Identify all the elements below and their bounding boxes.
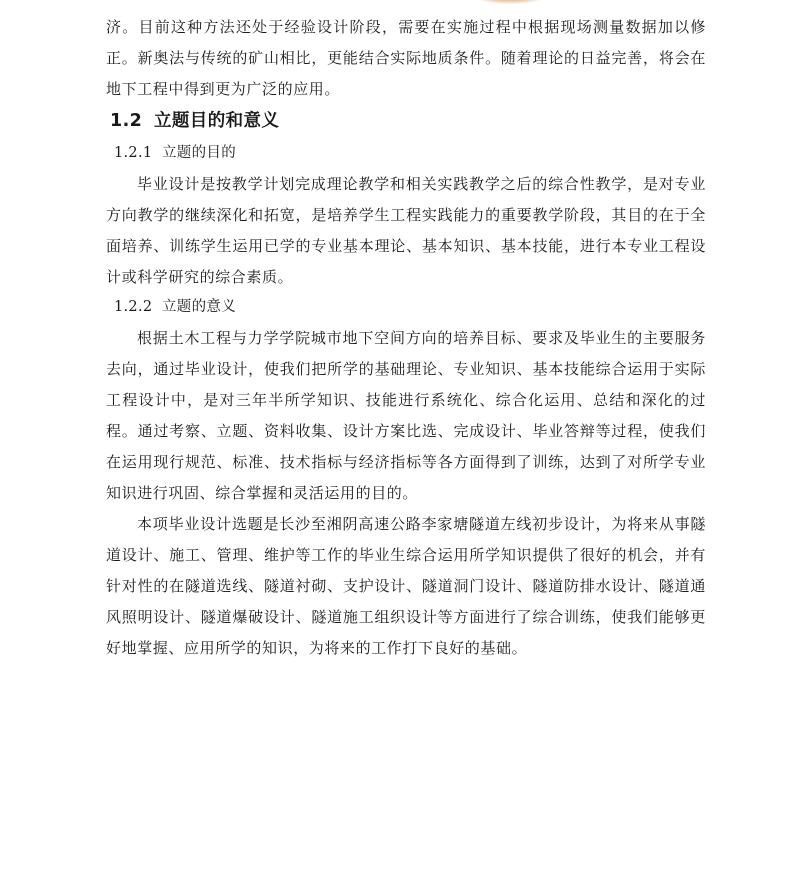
significance-paragraph-1: 根据土木工程与力学学院城市地下空间方向的培养目标、要求及毕业生的主要服务去向，通过毕业设计，使我们把所学的基础理论、专业知识、基本技能综合运用于实际工程设计中，是对三年半所学知识、技能进行系统化、综合化运用、总结和深化的过程。通过考察、立题、资料收集、设计方案比选、完成设计、毕业答辩等过程，使我们在运用现行规范、标准、技术指标与经济指标等各方面得到了训练，达到了对所学专业知识进行巩固、综合掌握和灵活运用的目的。	[106, 329, 706, 502]
header-decoration	[470, 0, 550, 4]
subsection-title: 立题的意义	[162, 299, 236, 315]
subsection-number: 1.2.2	[114, 299, 153, 315]
purpose-paragraph: 毕业设计是按教学计划完成理论教学和相关实践教学之后的综合性教学，是对专业方向教学的继续深化和拓宽，是培养学生工程实践能力的重要教学阶段，其目的在于全面培养、训练学生运用已学的专业基本理论、基本知识、基本技能，进行本专业工程设计或科学研究的综合素质。	[106, 175, 706, 286]
section-heading	[110, 109, 706, 133]
section-title: 立题目的和意义	[154, 111, 280, 131]
subsection-heading-significance	[114, 293, 706, 321]
intro-paragraph: 济。目前这种方法还处于经验设计阶段，需要在实施过程中根据现场测量数据加以修正。新奥法与传统的矿山相比，更能结合实际地质条件。随着理论的日益完善，将会在地下工程中得到更为广泛的应用。	[106, 18, 706, 98]
page-content	[106, 12, 706, 664]
significance-paragraph-2: 本项毕业设计选题是长沙至湘阴高速公路李家塘隧道左线初步设计，为将来从事隧道设计、施工、管理、维护等工作的毕业生综合运用所学知识提供了很好的机会，并有针对性的在隧道选线、隧道衬砌、支护设计、隧道洞门设计、隧道防排水设计、隧道通风照明设计、隧道爆破设计、隧道施工组织设计等方面进行了综合训练，使我们能够更好地掌握、应用所学的知识，为将来的工作打下良好的基础。	[106, 515, 706, 657]
section-number: 1.2	[110, 111, 143, 131]
subsection-number: 1.2.1	[114, 145, 153, 161]
subsection-title: 立题的目的	[162, 145, 236, 161]
subsection-heading-purpose	[114, 139, 706, 167]
